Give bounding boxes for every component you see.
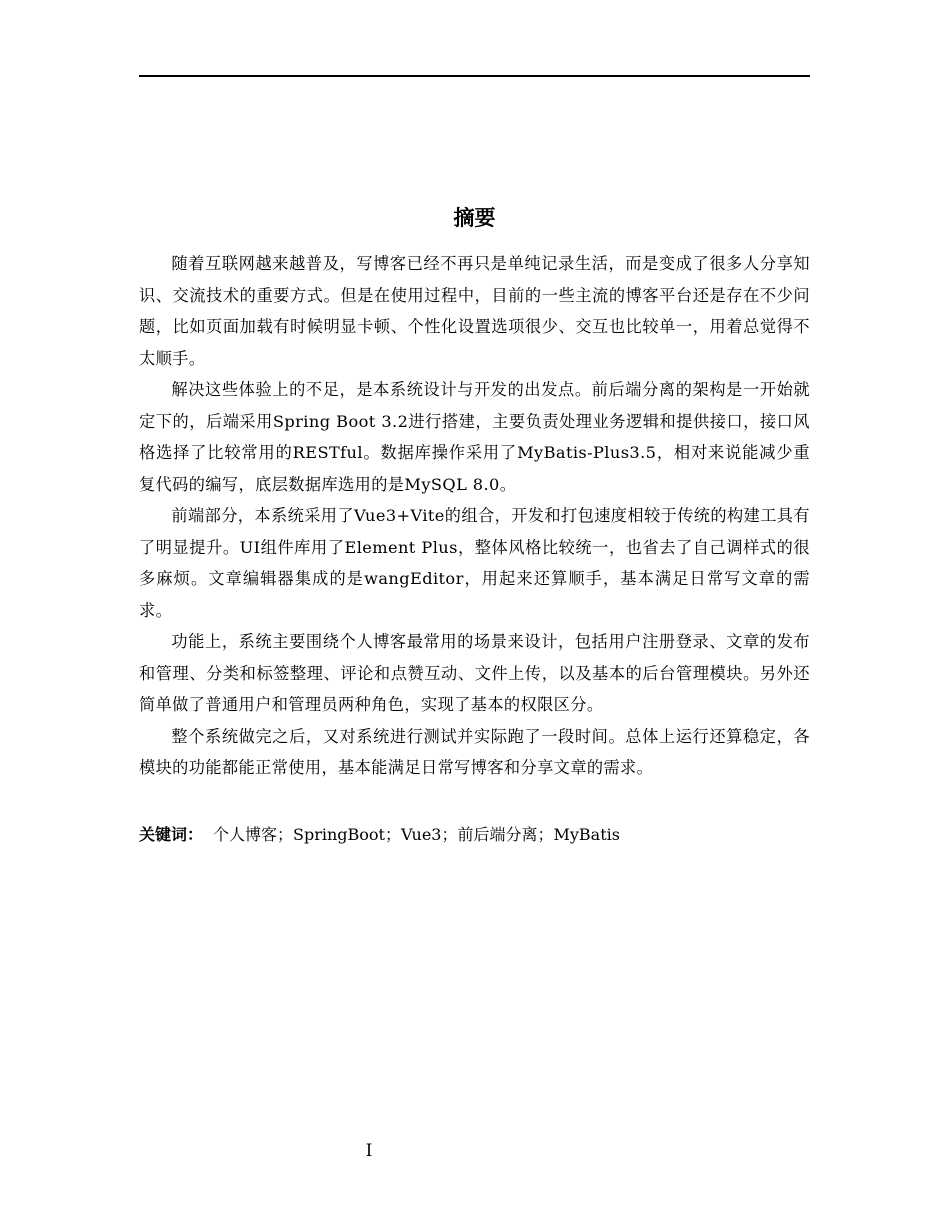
abstract-paragraph-1: 随着互联网越来越普及，写博客已经不再只是单纯记录生活，而是变成了很多人分享知识、交流技术的重要方式。但是在使用过程中，目前的一些主流的博客平台还是存在不少问题，比如页面加载有时候明显卡顿、个性化设置选项很少、交互也比较单一，用着总觉得不太顺手。 bbox=[139, 254, 810, 368]
abstract-paragraph-4: 功能上，系统主要围绕个人博客最常用的场景来设计，包括用户注册登录、文章的发布和管理、分类和标签整理、评论和点赞互动、文件上传，以及基本的后台管理模块。另外还简单做了普通用户和管理员两种角色，实现了基本的权限区分。 bbox=[139, 632, 810, 714]
keywords-label: 关键词： bbox=[139, 825, 204, 844]
abstract-paragraph-3: 前端部分，本系统采用了Vue3+Vite的组合，开发和打包速度相较于传统的构建工具有了明显提升。UI组件库用了Element Plus，整体风格比较统一，也省去了自己调样式的很多麻烦。文章编辑器集成的是wangEditor，用起来还算顺手，基本满足日常写文章的需求。 bbox=[139, 506, 810, 620]
abstract-paragraph-2: 解决这些体验上的不足，是本系统设计与开发的出发点。前后端分离的架构是一开始就定下的，后端采用Spring Boot 3.2进行搭建，主要负责处理业务逻辑和提供接口，接口风格选择了比较常用的RESTful。数据库操作采用了MyBatis-Plus3.5，相对来说能减少重复代码的编写，底层数据库选用的是MySQL 8.0。 bbox=[139, 380, 810, 494]
abstract-body bbox=[139, 248, 810, 784]
page-number: I bbox=[365, 1141, 373, 1161]
abstract-paragraph-5: 整个系统做完之后，又对系统进行测试并实际跑了一段时间。总体上运行还算稳定，各模块的功能都能正常使用，基本能满足日常写博客和分享文章的需求。 bbox=[139, 726, 810, 777]
keywords-value: 个人博客；SpringBoot；Vue3；前后端分离；MyBatis bbox=[213, 825, 620, 844]
header-rule bbox=[139, 75, 810, 77]
abstract-title: 摘要 bbox=[453, 206, 496, 230]
keywords-line bbox=[139, 820, 810, 850]
